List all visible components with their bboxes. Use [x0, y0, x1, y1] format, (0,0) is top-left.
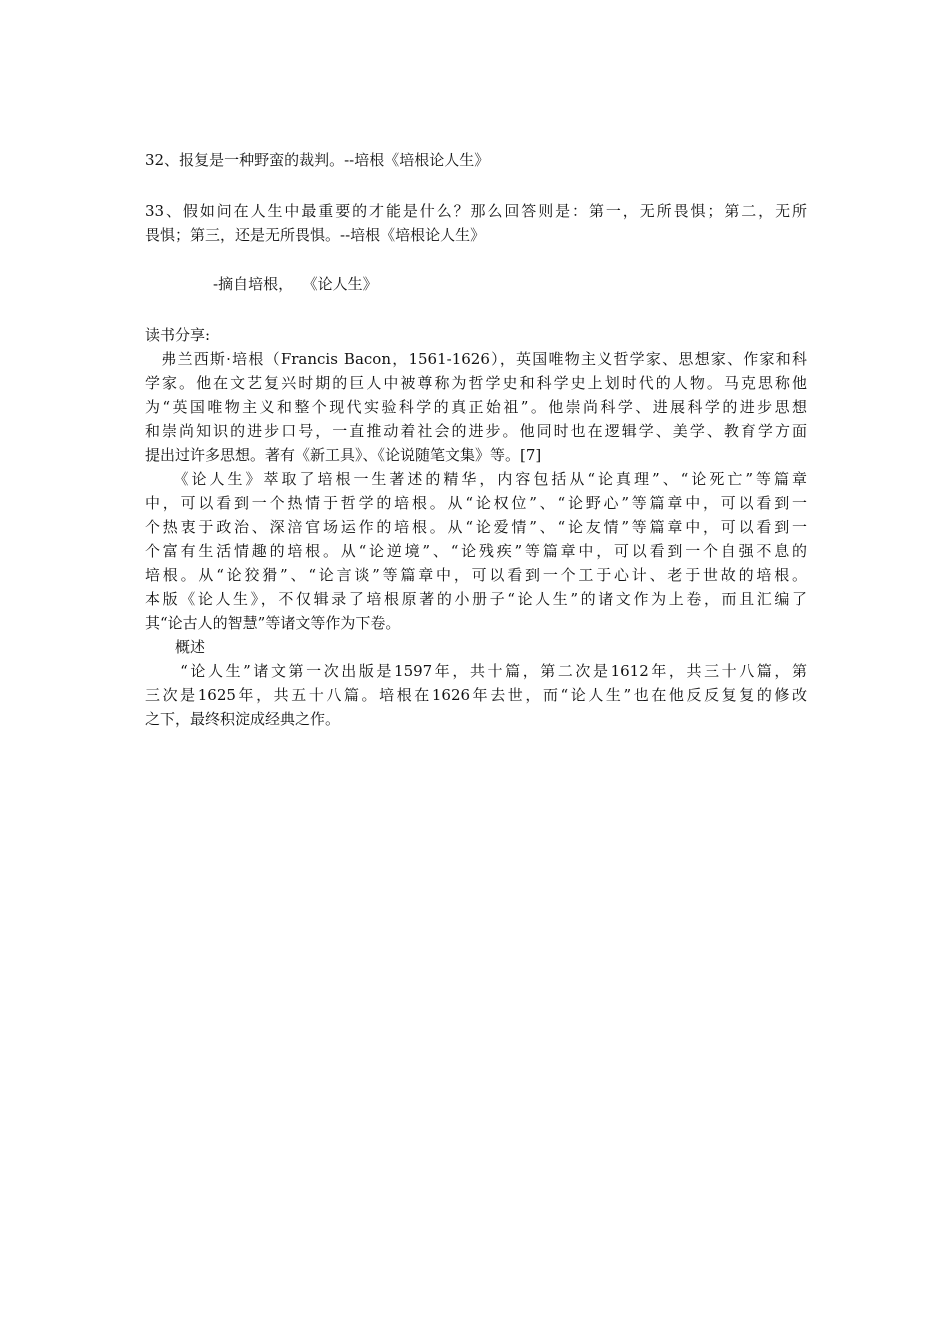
book-line: 其“论古人的智慧”等诸文等作为下卷。: [145, 614, 401, 632]
book-line: 《论人生》萃取了培根一生著述的精华，内容包括从“论真理”、“论死亡”等篇章: [145, 470, 807, 488]
bio-line: 学家。他在文艺复兴时期的巨人中被尊称为哲学史和科学史上划时代的人物。马克思称他: [145, 374, 807, 392]
overview-heading: 概述: [145, 638, 206, 656]
attribution-text: -摘自培根， 《论人生》: [213, 275, 378, 293]
bio-line: 弗兰西斯·培根（Francis Bacon，1561-1626），英国唯物主义哲学家、思想家、作家和科: [145, 350, 807, 368]
reading-share-section: [145, 323, 807, 731]
reading-share-heading: 读书分享:: [145, 326, 211, 344]
book-line: 本版《论人生》，不仅辑录了培根原著的小册子“论人生”的诸文作为上卷，而且汇编了: [145, 590, 807, 608]
book-line: 培根。从“论狡猾”、“论言谈”等篇章中，可以看到一个工于心计、老于世故的培根。: [145, 566, 807, 584]
quote-32: [145, 148, 807, 172]
overview-paragraph: [145, 659, 807, 731]
bio-line: 为“英国唯物主义和整个现代实验科学的真正始祖”。他崇尚科学、进展科学的进步思想: [145, 398, 807, 416]
overview-line: “论人生”诸文第一次出版是1597年，共十篇，第二次是1612年，共三十八篇，第: [145, 662, 807, 680]
book-line: 中，可以看到一个热情于哲学的培根。从“论权位”、“论野心”等篇章中，可以看到一: [145, 494, 807, 512]
quote-33-line-2: 畏惧；第三，还是无所畏惧。--培根《培根论人生》: [145, 226, 486, 244]
book-line: 个富有生活情趣的培根。从“论逆境”、“论残疾”等篇章中，可以看到一个自强不息的: [145, 542, 807, 560]
bio-line: 提出过许多思想。著有《新工具》、《论说随笔文集》等。[7]: [145, 446, 542, 464]
book-line: 个热衷于政治、深涪官场运作的培根。从“论爱情”、“论友情”等篇章中，可以看到一: [145, 518, 807, 536]
overview-line: 三次是1625年，共五十八篇。培根在1626年去世，而“论人生”也在他反反复复的修改: [145, 686, 807, 704]
quote-33-line-1: 33、假如问在人生中最重要的才能是什么？那么回答则是：第一，无所畏惧；第二，无所: [145, 202, 807, 220]
attribution: [213, 272, 613, 296]
overview-line: 之下，最终积淀成经典之作。: [145, 710, 341, 728]
quote-32-text: 32、报复是一种野蛮的裁判。--培根《培根论人生》: [145, 151, 490, 169]
bio-line: 和崇尚知识的进步口号，一直推动着社会的进步。他同时也在逻辑学、美学、教育学方面: [145, 422, 807, 440]
book-paragraph: [145, 467, 807, 635]
quote-33: [145, 199, 807, 247]
bio-paragraph: [145, 347, 807, 467]
